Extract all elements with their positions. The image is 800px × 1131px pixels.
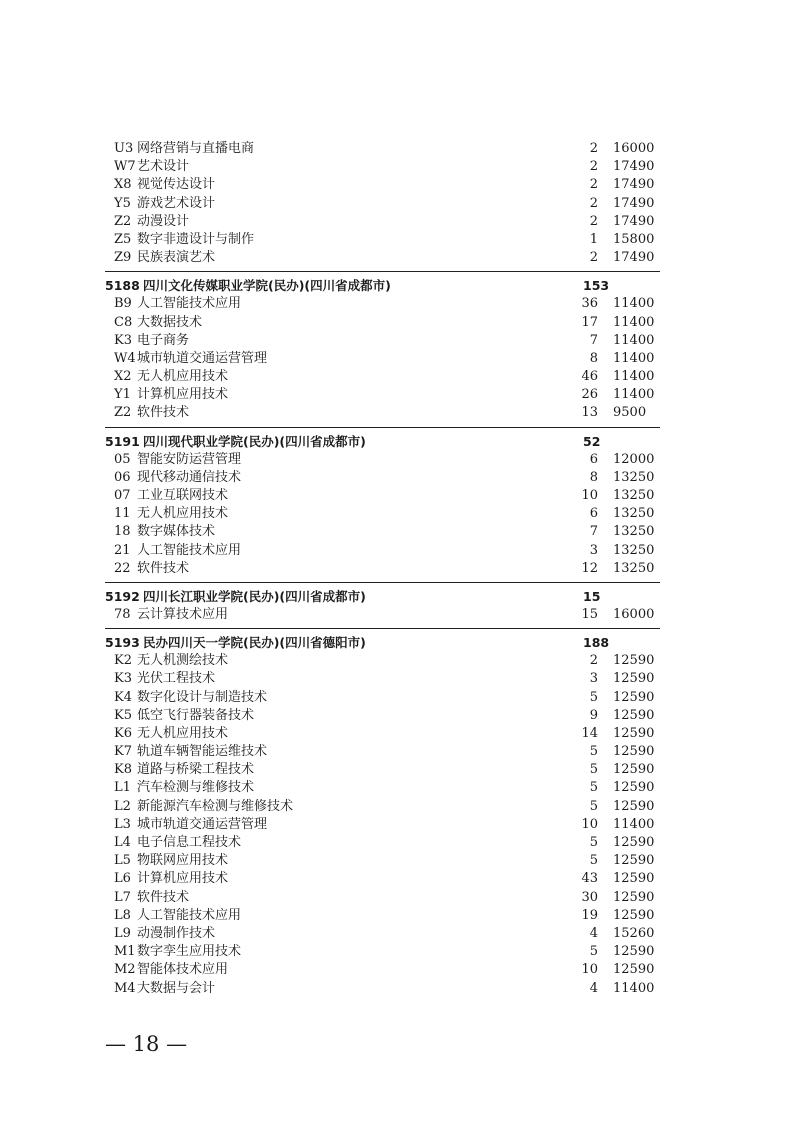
major-row: [105, 852, 660, 870]
major-fee: 12000: [613, 451, 655, 467]
major-name: 软件技术: [137, 560, 190, 576]
major-fee: 12590: [613, 725, 655, 741]
major-name: 无人机测绘技术: [137, 653, 229, 669]
major-row: [105, 386, 660, 404]
major-count: 14: [581, 725, 598, 741]
major-name: 云计算技术应用: [137, 606, 229, 622]
major-count: 5: [589, 762, 598, 778]
major-row: [105, 907, 660, 925]
major-name: 城市轨道交通运营管理: [137, 816, 268, 832]
major-fee: 12590: [613, 798, 655, 814]
school-code: 5191: [105, 433, 140, 449]
major-fee: 11400: [613, 350, 655, 366]
major-count: 30: [581, 889, 598, 905]
major-row: [105, 176, 660, 194]
major-name: 网络营销与直播电商: [137, 141, 255, 156]
major-code: K7: [114, 744, 132, 760]
major-name: 动漫制作技术: [137, 925, 216, 941]
major-fee: 9500: [613, 405, 647, 421]
major-name: 物联网应用技术: [137, 853, 229, 869]
major-code: L2: [114, 798, 131, 814]
major-row: [105, 523, 660, 541]
major-count: 2: [589, 177, 598, 193]
major-fee: 16000: [613, 606, 655, 622]
major-row: [105, 295, 660, 313]
major-name: 低空飞行器装备技术: [137, 707, 255, 723]
major-count: 4: [589, 925, 598, 941]
major-fee: 12590: [613, 671, 655, 687]
major-name: 现代移动通信技术: [137, 469, 242, 485]
major-name: 软件技术: [137, 889, 190, 905]
major-count: 15: [581, 606, 598, 622]
major-count: 2: [589, 141, 598, 156]
major-fee: 17490: [613, 159, 655, 175]
major-fee: 12590: [613, 853, 655, 869]
major-fee: 13250: [613, 524, 655, 540]
major-fee: 12590: [613, 744, 655, 760]
major-row: [105, 469, 660, 487]
major-fee: 12590: [613, 689, 655, 705]
school-code: 5193: [105, 635, 140, 651]
major-row: [105, 980, 660, 998]
major-name: 软件技术: [137, 405, 190, 421]
major-count: 8: [589, 350, 598, 366]
major-count: 2: [589, 250, 598, 266]
major-code: M1: [114, 944, 136, 960]
major-fee: 11400: [613, 387, 655, 403]
major-fee: 11400: [613, 332, 655, 348]
major-code: C8: [114, 314, 133, 330]
major-code: K3: [114, 332, 132, 348]
major-name: 数字媒体技术: [137, 524, 216, 540]
major-fee: 17490: [613, 250, 655, 266]
major-fee: 12590: [613, 962, 655, 978]
major-name: 轨道车辆智能运维技术: [137, 744, 268, 760]
major-row: [105, 505, 660, 523]
major-count: 5: [589, 798, 598, 814]
major-code: 05: [114, 451, 131, 467]
major-row: [105, 943, 660, 961]
major-code: W7: [114, 159, 136, 175]
major-name: 艺术设计: [137, 159, 190, 175]
major-code: Z2: [114, 213, 132, 229]
major-name: 大数据与会计: [137, 980, 216, 996]
major-name: 智能安防运营管理: [137, 451, 242, 467]
major-row: [105, 314, 660, 332]
major-row: [105, 707, 660, 725]
major-code: L4: [114, 835, 131, 850]
school-header: [105, 276, 660, 295]
major-row: [105, 725, 660, 743]
major-row: [105, 542, 660, 560]
major-count: 8: [589, 469, 598, 485]
major-row: [105, 350, 660, 368]
major-count: 5: [589, 853, 598, 869]
major-fee: 13250: [613, 488, 655, 503]
major-row: [105, 487, 660, 505]
major-count: 19: [581, 907, 598, 923]
major-count: 43: [581, 871, 598, 887]
major-code: U3: [114, 141, 134, 156]
major-name: 大数据技术: [137, 314, 203, 330]
major-count: 2: [589, 653, 598, 669]
major-count: 17: [581, 314, 598, 330]
major-count: 12: [581, 560, 598, 576]
major-count: 13: [581, 405, 598, 421]
major-row: [105, 961, 660, 979]
school-code: 5188: [105, 278, 140, 294]
major-name: 光伏工程技术: [137, 671, 216, 687]
major-fee: 11400: [613, 816, 655, 832]
major-code: X2: [114, 369, 132, 385]
major-fee: 12590: [613, 889, 655, 905]
major-code: K2: [114, 653, 132, 669]
school-header: [105, 633, 660, 652]
major-row: [105, 761, 660, 779]
major-row: [105, 195, 660, 213]
major-fee: 15800: [613, 231, 655, 247]
major-count: 10: [581, 962, 598, 978]
section-divider: [105, 582, 660, 583]
section-divider: [105, 628, 660, 629]
major-fee: 12590: [613, 907, 655, 923]
major-row: [105, 404, 660, 422]
major-row: [105, 368, 660, 386]
major-code: 18: [114, 524, 131, 540]
school-total: 188: [583, 635, 610, 651]
major-count: 4: [589, 980, 598, 996]
major-name: 民族表演艺术: [137, 250, 216, 266]
major-code: 78: [114, 606, 131, 622]
major-count: 10: [581, 488, 598, 503]
major-row: [105, 889, 660, 907]
major-row: [105, 140, 660, 158]
major-fee: 13250: [613, 506, 655, 522]
major-code: 21: [114, 542, 131, 558]
major-name: 人工智能技术应用: [137, 907, 242, 923]
major-fee: 13250: [613, 542, 655, 558]
major-code: 07: [114, 488, 131, 503]
major-code: K5: [114, 707, 132, 723]
school-total: 153: [583, 278, 610, 294]
section-divider: [105, 427, 660, 428]
major-code: K8: [114, 762, 132, 778]
major-fee: 11400: [613, 980, 655, 996]
school-code: 5192: [105, 588, 140, 604]
school-name: 四川长江职业学院(民办)(四川省成都市): [143, 588, 366, 604]
major-code: K3: [114, 671, 132, 687]
page-number: — 18 —: [105, 1032, 188, 1056]
major-row: [105, 743, 660, 761]
major-code: L5: [114, 853, 131, 869]
major-fee: 17490: [613, 213, 655, 229]
major-count: 2: [589, 195, 598, 211]
major-row: [105, 213, 660, 231]
major-fee: 12590: [613, 944, 655, 960]
school-header: [105, 432, 660, 451]
major-code: 06: [114, 469, 131, 485]
section-divider: [105, 271, 660, 272]
major-row: [105, 249, 660, 267]
major-row: [105, 158, 660, 176]
major-count: 10: [581, 816, 598, 832]
school-total: 52: [583, 433, 601, 449]
major-code: L6: [114, 871, 131, 887]
major-count: 46: [581, 369, 598, 385]
major-count: 5: [589, 744, 598, 760]
major-fee: 17490: [613, 177, 655, 193]
major-name: 城市轨道交通运营管理: [137, 350, 268, 366]
major-row: [105, 834, 660, 852]
major-count: 26: [581, 387, 598, 403]
major-count: 5: [589, 835, 598, 850]
major-code: Z9: [114, 250, 132, 266]
major-row: [105, 332, 660, 350]
major-fee: 13250: [613, 469, 655, 485]
major-code: B9: [114, 296, 132, 312]
major-name: 道路与桥梁工程技术: [137, 762, 255, 778]
major-code: W4: [114, 350, 136, 366]
major-name: 人工智能技术应用: [137, 542, 242, 558]
major-count: 7: [589, 332, 598, 348]
major-row: [105, 451, 660, 469]
major-code: Y1: [114, 387, 131, 403]
major-fee: 11400: [613, 369, 655, 385]
major-count: 2: [589, 159, 598, 175]
major-name: 新能源汽车检测与维修技术: [137, 798, 294, 814]
major-name: 计算机应用技术: [137, 871, 229, 887]
major-code: X8: [114, 177, 132, 193]
major-name: 汽车检测与维修技术: [137, 780, 255, 796]
major-name: 视觉传达设计: [137, 177, 216, 193]
major-name: 数字非遗设计与制作: [137, 231, 255, 247]
major-count: 5: [589, 780, 598, 796]
major-fee: 16000: [613, 141, 655, 156]
major-row: [105, 816, 660, 834]
school-name: 四川文化传媒职业学院(民办)(四川省成都市): [143, 278, 391, 294]
major-name: 计算机应用技术: [137, 387, 229, 403]
major-row: [105, 560, 660, 578]
major-fee: 17490: [613, 195, 655, 211]
major-code: K6: [114, 725, 132, 741]
major-code: 22: [114, 560, 131, 576]
major-count: 9: [589, 707, 598, 723]
major-fee: 11400: [613, 296, 655, 312]
major-row: [105, 925, 660, 943]
major-count: 7: [589, 524, 598, 540]
major-count: 5: [589, 689, 598, 705]
major-fee: 12590: [613, 835, 655, 850]
major-row: [105, 231, 660, 249]
major-name: 人工智能技术应用: [137, 296, 242, 312]
major-code: L9: [114, 925, 131, 941]
major-code: Z2: [114, 405, 132, 421]
major-fee: 12590: [613, 653, 655, 669]
major-code: L7: [114, 889, 131, 905]
major-count: 36: [581, 296, 598, 312]
major-code: Y5: [114, 195, 131, 211]
major-name: 无人机应用技术: [137, 506, 229, 522]
major-count: 3: [589, 542, 598, 558]
major-count: 6: [589, 506, 598, 522]
school-total: 15: [583, 588, 601, 604]
major-name: 游戏艺术设计: [137, 195, 216, 211]
major-name: 智能体技术应用: [137, 962, 229, 978]
enrollment-table: [105, 140, 660, 998]
major-count: 1: [589, 231, 598, 247]
major-row: [105, 652, 660, 670]
major-fee: 12590: [613, 762, 655, 778]
major-name: 电子信息工程技术: [137, 835, 242, 850]
major-fee: 12590: [613, 780, 655, 796]
major-code: M4: [114, 980, 136, 996]
major-row: [105, 606, 660, 624]
major-fee: 12590: [613, 871, 655, 887]
major-row: [105, 779, 660, 797]
major-fee: 15260: [613, 925, 655, 941]
major-code: L8: [114, 907, 131, 923]
school-header: [105, 587, 660, 606]
major-fee: 13250: [613, 560, 655, 576]
major-code: K4: [114, 689, 132, 705]
major-name: 无人机应用技术: [137, 369, 229, 385]
major-name: 工业互联网技术: [137, 488, 229, 503]
major-row: [105, 689, 660, 707]
major-name: 电子商务: [137, 332, 190, 348]
major-code: 11: [114, 506, 131, 522]
major-fee: 12590: [613, 707, 655, 723]
major-code: L1: [114, 780, 131, 796]
major-count: 2: [589, 213, 598, 229]
major-row: [105, 798, 660, 816]
major-name: 数字孪生应用技术: [137, 944, 242, 960]
major-fee: 11400: [613, 314, 655, 330]
major-code: Z5: [114, 231, 132, 247]
major-name: 数字化设计与制造技术: [137, 689, 268, 705]
school-name: 民办四川天一学院(民办)(四川省德阳市): [143, 635, 366, 651]
major-code: L3: [114, 816, 131, 832]
major-row: [105, 870, 660, 888]
major-name: 无人机应用技术: [137, 725, 229, 741]
major-count: 3: [589, 671, 598, 687]
school-name: 四川现代职业学院(民办)(四川省成都市): [143, 433, 366, 449]
major-code: M2: [114, 962, 136, 978]
major-row: [105, 670, 660, 688]
major-count: 6: [589, 451, 598, 467]
major-count: 5: [589, 944, 598, 960]
major-name: 动漫设计: [137, 213, 190, 229]
